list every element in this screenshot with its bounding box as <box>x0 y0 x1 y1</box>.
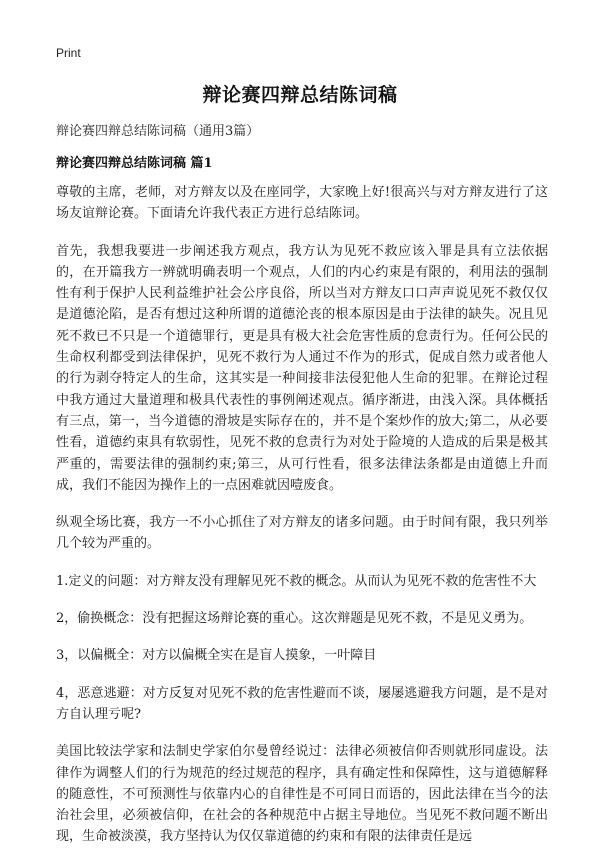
document-subtitle: 辩论赛四辩总结陈词稿（通用3篇） <box>56 124 260 139</box>
paragraph-overview: 纵观全场比赛，我方一不小心抓住了对方辩友的诸多问题。由于时间有限，我只列举几个较为严重的。 <box>56 515 548 552</box>
paragraph-argument: 首先，我想我要进一步阐述我方观点，我方认为见死不救应该入罪是具有立法依据的，在开篇我方一辨就明确表明一个观点，人们的内心约束是有限的，利用法的强制性有利于保护人民利益维护社会公序良俗，所以当对方辩友口口声声说见死不救仅仅是道德沦陷，是否有想过这种所谓的道德沦丧的根本原因是由于法律的缺失。况且见死不救已不只是一个道德罪行，更是具有极大社会危害性质的怠责行为。任何公民的生命权利都受到法律保护，见死不救行为人通过不作为的形式，促成自然力或者他人的行为剥夺特定人的生命，这其实是一种间接非法侵犯他人生命的犯罪。在辩论过程中我方通过大量道理和极具代表性的事例阐述观点。循序渐进，由浅入深。具体概括有三点，第一，当今道德的滑坡是实际存在的，并不是个案炒作的放大;第二，从必要性看，道德约束具有软弱性，见死不救的怠责行为对处于险境的人造成的后果是极其严重的，需要法律的强制约束;第三，从可行性看，很多法律法条都是由道德上升而成，我们不能因为操作上的一点困难就因噎废食。 <box>56 243 548 493</box>
section-heading: 辩论赛四辩总结陈词稿 篇1 <box>56 156 213 171</box>
paragraph-closing: 美国比较法学家和法制史学家伯尔曼曾经说过：法律必须被信仰否则就形同虚设。法律作为调整人们的行为规范的经过规范的程序，具有确定性和保障性，这与道德解释的随意性，不可预测性与依靠内心的自律性是不可同日而语的，因此法律在当今的法治社会里，必须被信仰，在社会的各种规范中占据主导地位。当见死不救问题不断出现，生命被淡漠，我方坚持认为仅仅靠道德的约束和有限的法律责任是远 <box>56 744 548 845</box>
document-title: 辩论赛四辩总结陈词稿 <box>202 84 398 106</box>
paragraph-point-3: 3，以偏概全：对方以偏概全实在是盲人摸象，一叶障目 <box>56 648 377 664</box>
print-link[interactable]: Print <box>56 46 81 60</box>
document-body <box>56 182 548 864</box>
paragraph-opening: 尊敬的主席，老师，对方辩友以及在座同学，大家晚上好!很高兴与对方辩友进行了这场友谊辩论赛。下面请允许我代表正方进行总结陈词。 <box>56 185 548 222</box>
paragraph-point-2: 2，偷换概念：没有把握这场辩论赛的重心。这次辩题是见死不救，不是见义勇为。 <box>56 611 533 627</box>
paragraph-point-1: 1.定义的问题：对方辩友没有理解见死不救的概念。从而认为见死不救的危害性不大 <box>56 573 537 589</box>
paragraph-point-4: 4，恶意逃避：对方反复对见死不救的危害性避而不谈，屡屡逃避我方问题，是不是对方自认理亏呢? <box>56 685 548 722</box>
